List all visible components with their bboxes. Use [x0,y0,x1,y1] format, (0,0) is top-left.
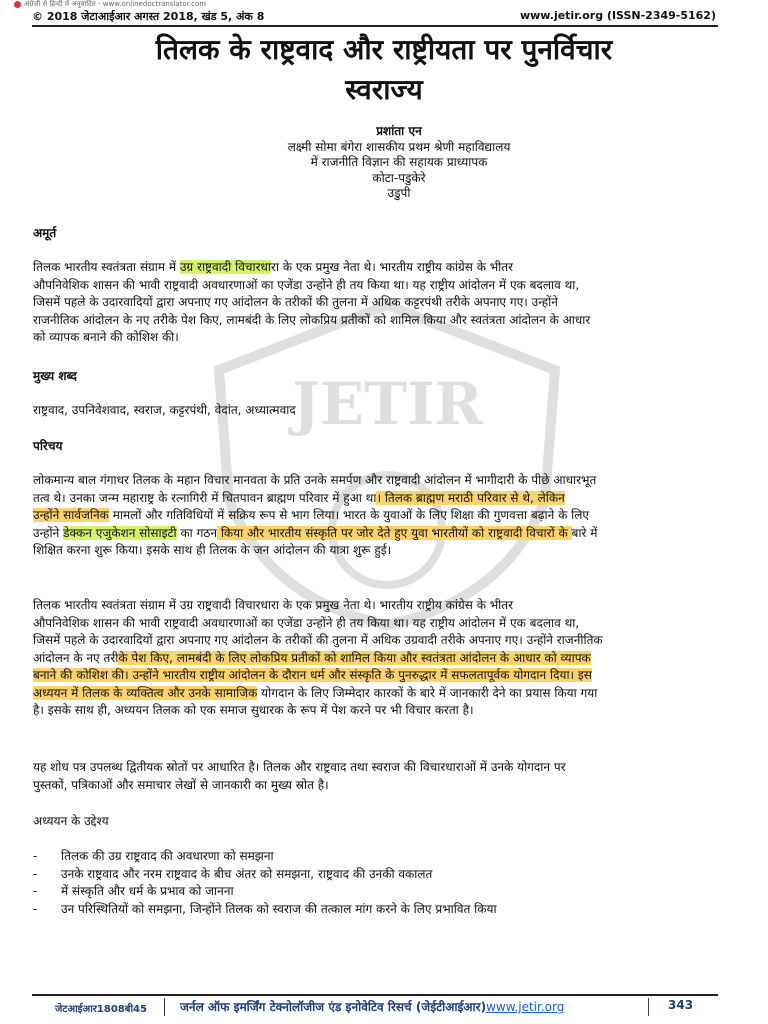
text-line [33,525,733,543]
journal-name [180,998,564,1015]
text-span: बारे में [571,525,598,540]
text-line [33,490,733,508]
body-paragraph-3 [33,759,733,794]
text-span: मामलों और गतिविधियों में सक्रिय रूप से भाग लिया। भारत के युवाओं के लिए शिक्षा की गुणवत्ता बढ़ाने के लिए [108,508,589,522]
list-dash: - [33,901,38,916]
list-item [33,848,733,866]
journal-issue-info: © 2018 जेटाआईआर अगस्त 2018, खंड 5, अंक 8 [32,10,265,23]
translator-note [14,0,206,9]
abstract-heading: अमूर्त [33,226,57,240]
list-dash: - [33,849,38,863]
text-line: यह शोध पत्र उपलब्ध द्वितीयक स्रोतों पर आधारित है। तिलक और राष्ट्रवाद तथा स्वराज की विचारधाराओं में उनके योगदान पर [33,760,566,774]
text-line: को व्यापक बनाने की कोशिश की। [33,330,179,344]
text-line [33,259,733,277]
header-divider [32,25,718,27]
journal-website-issn: www.jetir.org (ISSN-2349-5162) [519,9,716,22]
text-span: योगदान के लिए जिम्मेदार कारकों के बारे में जानकारी देने का प्रयास किया गया [257,685,598,700]
jetir-watermark [205,300,570,630]
text-line: औपनिवेशिक शासन की भावी राष्ट्रवादी अवधारणाओं का एजेंडा उन्होंने ही तय किया था। यह राष्ट्रीय आंदोलन में एक बदलाव था, [33,615,580,630]
text-line [33,650,733,668]
watermark-shield-icon [205,300,570,630]
text-line: राजनीतिक आंदोलन के नए तरीके पेश किए, लामबंदी के लिए लोकप्रिय प्रतीकों को शामिल किया और स्वतंत्रता आंदोलन के आधार [33,312,591,327]
text-line: है। इसके साथ ही, अध्ययन तिलक को एक समाज सुधारक के रूप में पेश करने पर भी विचार करता है। [33,703,474,717]
text-line: शिक्षित करना शुरू किया। इसके साथ ही तिलक के जन आंदोलन की यात्रा शुरू हुई। [33,543,392,557]
author-affiliation-2: में राजनीति विज्ञान की सहायक प्राध्यापक [310,155,488,169]
text-line [33,507,733,525]
text-line [33,667,733,685]
text-line: लोकमान्य बाल गंगाधर तिलक के महान विचार मानवता के प्रति उनके समर्पण और राष्ट्रवादी आंदोलन में भागीदारी के पीछे आधारभूत [33,473,597,487]
text-line: तिलक भारतीय स्वतंत्रता संग्राम में उग्र राष्ट्रवादी विचारधारा के एक प्रमुख नेता थे। भारतीय राष्ट्रीय कांग्रेस के भीतर [33,598,514,612]
highlighted-text: डेक्कन एजुकेशन सोसाइटी [63,525,177,540]
title-line-1: तिलक के राष्ट्रवाद और राष्ट्रीयता पर पुनर्विचार [155,33,613,66]
translator-logo-icon [14,1,21,8]
list-item-text: में संस्कृति और धर्म के प्रभाव को जानना [61,884,234,898]
introduction-heading: परिचय [33,439,63,453]
list-item [33,901,733,919]
keywords-text [33,402,733,420]
list-item-text: तिलक की उग्र राष्ट्रवाद की अवधारणा को समझना [61,849,274,863]
list-item [33,866,733,884]
text-line: जिसमें पहले के उदारवादियों द्वारा अपनाए गए आंदोलन के तरीकों की तुलना में अधिक कट्टरपंथी तरीके अपनाए गए। उन्होंने [33,295,558,309]
list-item-text: उन परिस्थितियों को समझना, जिन्होंने तिलक को स्वराज की तत्काल मांग करने के लिए प्रभावित किया [61,901,497,916]
list-dash: - [33,866,38,881]
list-dash: - [33,884,38,898]
list-item [33,883,733,901]
text-line: पुस्तकों, पत्रिकाओं और समाचार लेखों से जानकारी का मुख्य स्रोत है। [33,777,329,792]
text-span: तिलक भारतीय स्वतंत्रता संग्राम में [33,260,180,274]
text-span: आंदोलन के नए तरी [33,650,119,665]
paper-id: जेटआईआर1808बी45 [55,1004,147,1015]
highlighted-text: के पेश किए, लामबंदी के लिए लोकप्रिय प्रतीकों को शामिल किया और स्वतंत्रता आंदोलन के आधार को व्यापक [118,650,591,665]
author-affiliation-4: उडुपी [387,186,411,200]
text-line: औपनिवेशिक शासन की भावी राष्ट्रवादी अवधारणाओं का एजेंडा उन्होंने ही तय किया था। यह राष्ट्रीय आंदोलन में एक बदलाव था, [33,277,580,292]
journal-website-link[interactable]: www.jetir.org [486,1000,565,1014]
objectives-heading: अध्ययन के उद्देश्य [33,814,109,828]
highlighted-text: अध्ययन में तिलक के व्यक्तित्व और उनके सामाजिक [33,685,258,700]
text-span: का गठन [176,525,217,540]
page-number: 343 [668,998,694,1012]
highlighted-text: उन्होंने सार्वजनिक [33,508,109,522]
highlighted-text: । तिलक ब्राह्मण मराठी परिवार से थे, लेकिन [376,490,565,505]
watermark-text: JETIR [292,370,483,438]
paper-title [40,30,728,110]
text-line: राष्ट्रवाद, उपनिवेशवाद, स्वराज, कट्टरपंथी, वेदांत, अध्यात्मवाद [33,403,296,417]
objectives-list [33,848,733,918]
author-name: प्रशांता एन [376,124,422,138]
highlighted-text: बनाने की कोशिश की। उन्होंने भारतीय राष्ट्रीय आंदोलन के दौरान धर्म और संस्कृति के पुनरुद्धार में सफलतापूर्वक योगदान दिया। इस [33,668,592,682]
highlighted-text: किया और भारतीय संस्कृति पर जोर देते हुए युवा भारतीयों को राष्ट्रवादी विचारों के [217,525,572,540]
text-line: जिसमें पहले के उदारवादियों द्वारा अपनाए गए आंदोलन के तरीकों की तुलना में अधिक उग्रवादी तरीके अपनाए गए। उन्होंने राजनीतिक [33,633,603,647]
footer-divider [32,994,718,996]
abstract-paragraph [33,259,733,347]
list-item-text: उनके राष्ट्रवाद और नरम राष्ट्रवाद के बीच अंतर को समझना, राष्ट्रवाद की उनकी वकालत [61,866,433,881]
body-paragraph-2 [33,597,733,720]
text-span: ारा के एक प्रमुख नेता थे। भारतीय राष्ट्रीय कांग्रेस के भीतर [271,260,514,274]
footer-separator [164,998,165,1016]
footer-separator [648,998,649,1016]
text-line [33,685,733,703]
author-affiliation-1: लक्ष्मी सोमा बंगेरा शासकीय प्रथम श्रेणी महाविद्यालय [287,139,511,154]
journal-name-text: जर्नल ऑफ इमर्जिंग टेक्नोलॉजीज एंड इनोवेटिव रिसर्च (जेईटीआईआर) [180,1000,487,1014]
introduction-paragraph [33,472,733,560]
highlighted-text: उग्र राष्ट्रवादी विचारध [179,260,271,274]
text-span: तत्व थे। उनका जन्म महाराष्ट्र के रत्नागिरी में चितपावन ब्राह्मण परिवार में हुआ था [33,490,377,505]
text-span: उन्होंने [33,525,64,540]
keywords-heading: मुख्य शब्द [33,369,77,383]
title-line-2: स्वराज्य [345,73,423,106]
translator-note-text: अंग्रेज़ी से हिन्दी में अनुवादित - www.onlinedoctranslator.com [24,0,207,8]
author-affiliation-3: कोटा-पडुकेरे [372,170,426,185]
author-block [200,124,598,202]
